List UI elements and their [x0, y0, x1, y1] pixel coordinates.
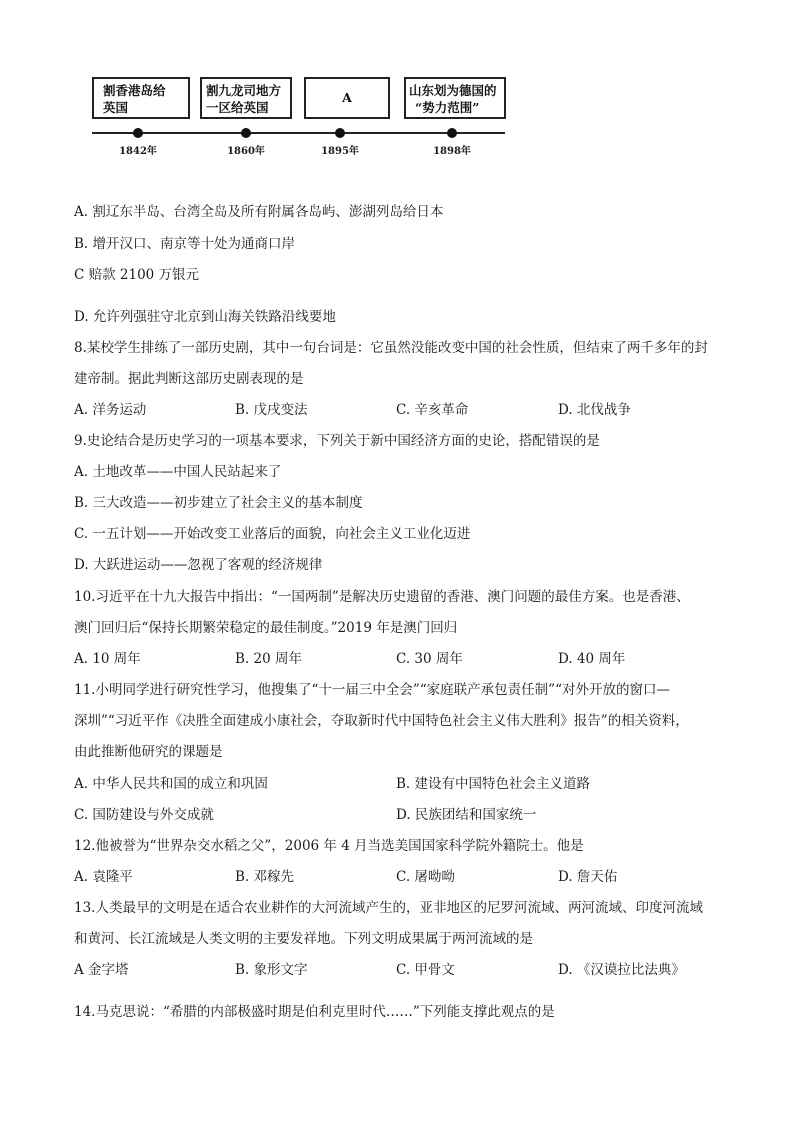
q10-option-a: A. 10 周年: [74, 651, 141, 667]
q11-stem-line3: 由此推断他研究的课题是: [74, 744, 223, 760]
q8-option-b: B. 戊戌变法: [235, 402, 308, 418]
timeline-dot: [447, 128, 457, 138]
q12-stem: 12.他被誉为“世界杂交水稻之父”，2006 年 4 月当选美国国家科学院外籍院士。他是: [74, 838, 584, 854]
timeline-box-1842: [92, 77, 190, 119]
q7-option-c: C 赔款 2100 万银元: [74, 267, 200, 283]
q11-option-c: C. 国防建设与外交成就: [74, 807, 214, 823]
q9-option-c: C. 一五计划——开始改变工业落后的面貌，向社会主义工业化迈进: [74, 526, 471, 542]
q8-stem-line1: 8.某校学生排练了一部历史剧，其中一句台词是：它虽然没能改变中国的社会性质，但结束了两千多年的封: [74, 340, 708, 356]
q13-options: [74, 960, 734, 980]
q8-option-a: A. 洋务运动: [74, 402, 147, 418]
q9-stem: 9.史论结合是历史学习的一项基本要求，下列关于新中国经济方面的史论，搭配错误的是: [74, 433, 600, 449]
timeline-dot: [133, 128, 143, 138]
timeline-year: 1895年: [321, 146, 359, 157]
q13-stem-line1: 13.人类最早的文明是在适合农业耕作的大河流域产生的，亚非地区的尼罗河流域、两河流域、印度河流域: [74, 900, 703, 916]
timeline-year: 1842年: [119, 146, 157, 157]
timeline-box-text: 山东划为德国的: [409, 83, 497, 98]
q11-stem-line1: 11.小明同学进行研究性学习，他搜集了“十一届三中全会”“家庭联产承包责任制”“对外开放的窗口—: [74, 682, 670, 698]
q8-options: [74, 400, 734, 420]
timeline-dot: [335, 128, 345, 138]
q13-option-b: B. 象形文字: [235, 962, 308, 978]
timeline-box-1860: [200, 77, 292, 119]
timeline-box-text: A: [342, 90, 352, 105]
timeline-box-1895: [304, 77, 390, 119]
timeline-figure: [92, 74, 508, 164]
q9-option-d: D. 大跃进运动——忽视了客观的经济规律: [74, 557, 323, 573]
q10-stem-line2: 澳门回归后“保持长期繁荣稳定的最佳制度。”2019 年是澳门回归: [74, 620, 458, 636]
q10-options: [74, 649, 734, 669]
q12-options: [74, 867, 734, 887]
q12-option-c: C. 屠呦呦: [396, 869, 455, 885]
q9-option-a: A. 土地改革——中国人民站起来了: [74, 464, 282, 480]
q7-option-a: A. 割辽东半岛、台湾全岛及所有附属各岛屿、澎湖列岛给日本: [74, 204, 444, 220]
q11-options-row2: [74, 805, 734, 825]
timeline-axis: [92, 132, 505, 134]
q11-option-b: B. 建设有中国特色社会主义道路: [396, 776, 591, 792]
q7-option-d: D. 允许列强驻守北京到山海关铁路沿线要地: [74, 309, 336, 325]
timeline-box-text: “势力范围”: [415, 100, 480, 115]
q10-option-c: C. 30 周年: [396, 651, 463, 667]
q11-stem-line2: 深圳”“习近平作《决胜全面建成小康社会，夺取新时代中国特色社会主义伟大胜利》报告”的相关资料，: [74, 713, 689, 729]
q11-option-a: A. 中华人民共和国的成立和巩固: [74, 776, 268, 792]
q11-option-d: D. 民族团结和国家统一: [396, 807, 537, 823]
q14-stem: 14.马克思说：“希腊的内部极盛时期是伯利克里时代……”下列能支撑此观点的是: [74, 1004, 555, 1020]
timeline-box-text: 割九龙司地方: [206, 83, 282, 98]
q13-stem-line2: 和黄河、长江流域是人类文明的主要发祥地。下列文明成果属于两河流域的是: [74, 931, 533, 947]
q10-stem-line1: 10.习近平在十九大报告中指出：“一国两制”是解决历史遗留的香港、澳门问题的最佳方案。也是香港、: [74, 589, 690, 605]
q7-option-b: B. 增开汉口、南京等十处为通商口岸: [74, 236, 296, 252]
q12-option-a: A. 袁隆平: [74, 869, 133, 885]
timeline-year: 1860年: [227, 146, 265, 157]
q10-option-d: D. 40 周年: [558, 651, 626, 667]
q8-stem-line2: 建帝制。据此判断这部历史剧表现的是: [74, 371, 304, 387]
timeline-year: 1898年: [433, 146, 471, 157]
q13-option-a: A 金字塔: [74, 962, 129, 978]
timeline-box-text: 割香港岛给: [103, 83, 166, 98]
q8-option-d: D. 北伐战争: [558, 402, 631, 418]
q13-option-c: C. 甲骨文: [396, 962, 455, 978]
q12-option-d: D. 詹天佑: [558, 869, 618, 885]
timeline-box-text: 英国: [103, 100, 129, 115]
q9-option-b: B. 三大改造——初步建立了社会主义的基本制度: [74, 495, 363, 511]
timeline-dot: [241, 128, 251, 138]
q13-option-d: D. 《汉谟拉比法典》: [558, 962, 685, 978]
timeline-box-1898: [404, 77, 506, 119]
timeline-box-text: 一区给英国: [206, 100, 269, 115]
q12-option-b: B. 邓稼先: [235, 869, 295, 885]
q10-option-b: B. 20 周年: [235, 651, 302, 667]
q11-options-row1: [74, 774, 734, 794]
q8-option-c: C. 辛亥革命: [396, 402, 469, 418]
